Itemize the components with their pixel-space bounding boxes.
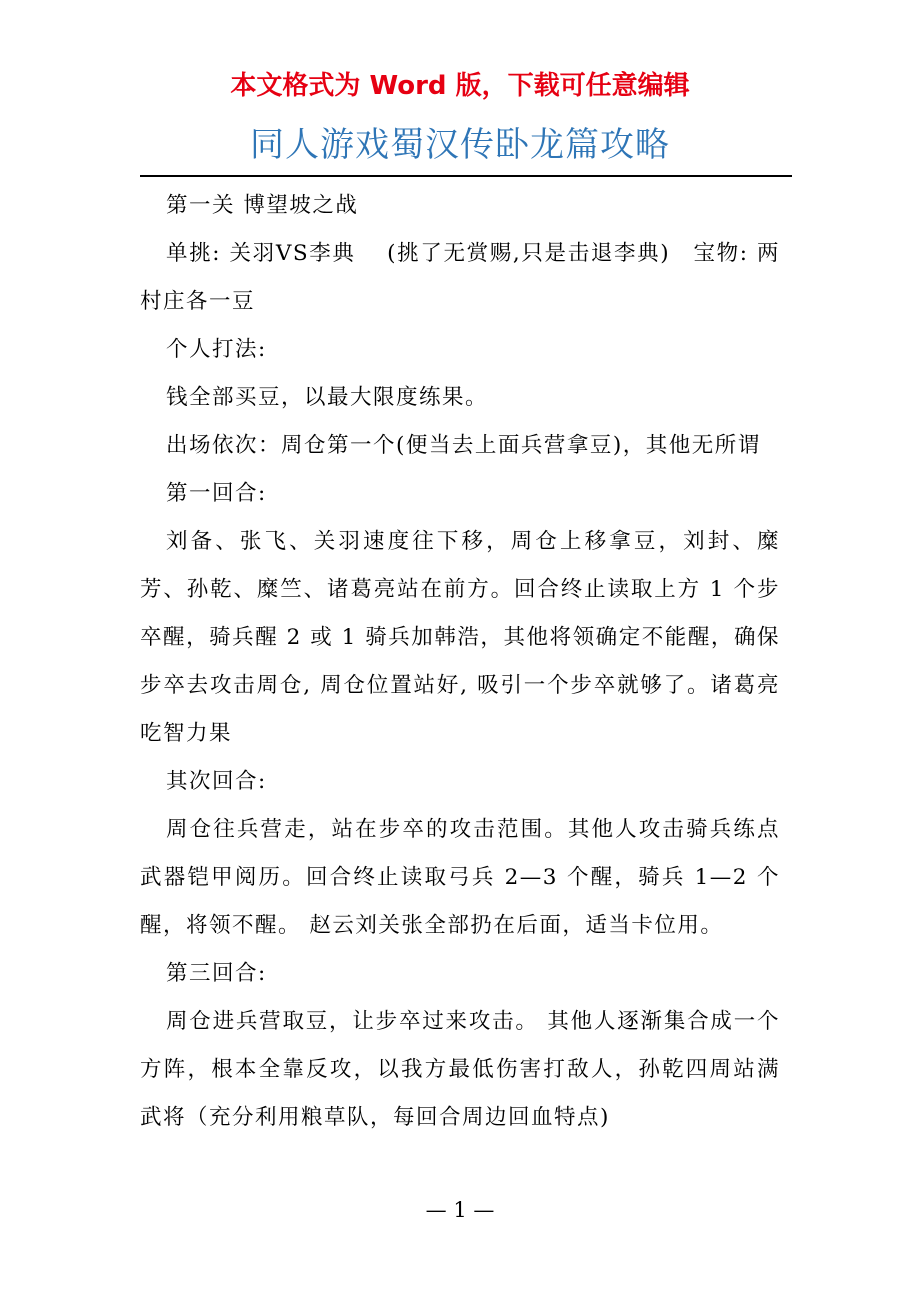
paragraph-round-2-heading: 其次回合: [166, 769, 267, 794]
paragraph-round-2-body: 周仓往兵营走，站在步卒的攻击范围。其他人攻击骑兵练点武器铠甲阅历。回合终止读取弓兵 2—3 个醒，骑兵 1—2 个醒，将领不醒。 赵云刘关张全部扔在后面，适当卡位用。 [140, 817, 780, 938]
download-notice: 本文格式为 Word 版，下载可任意编辑 [230, 71, 690, 101]
paragraph-strategy-heading: 个人打法: [166, 337, 267, 362]
paragraph-money-tip: 钱全部买豆，以最大限度练果。 [166, 385, 489, 410]
document-title: 同人游戏蜀汉传卧龙篇攻略 [250, 125, 670, 165]
document-body [140, 182, 780, 1142]
paragraph-round-3-body: 周仓进兵营取豆，让步卒过来攻击。 其他人逐渐集合成一个方阵，根本全靠反攻，以我方最低伤害打敌人，孙乾四周站满武将（充分利用粮草队，每回合周边回血特点) [140, 1009, 780, 1130]
paragraph-round-3-heading: 第三回合: [166, 961, 267, 986]
paragraph-duel-info: 单挑: 关羽VS李典 (挑了无赏赐,只是击退李典) 宝物: 两村庄各一豆 [140, 241, 780, 314]
paragraph-deploy-order: 出场依次：周仓第一个(便当去上面兵营拿豆)，其他无所谓 [166, 433, 761, 458]
paragraph-round-1-heading: 第一回合: [166, 481, 267, 506]
paragraph-stage-heading: 第一关 博望坡之战 [166, 193, 359, 218]
page-number: — 1 — [425, 1198, 495, 1222]
paragraph-round-1-body: 刘备、张飞、关羽速度往下移，周仓上移拿豆，刘封、糜芳、孙乾、糜竺、诸葛亮站在前方。回合终止读取上方 1 个步卒醒，骑兵醒 2 或 1 骑兵加韩浩，其他将领确定不能醒，确保步卒去攻击周仓, 周仓位置站好, 吸引一个步卒就够了。诸葛亮吃智力果 [140, 529, 780, 746]
header-divider [140, 175, 792, 177]
